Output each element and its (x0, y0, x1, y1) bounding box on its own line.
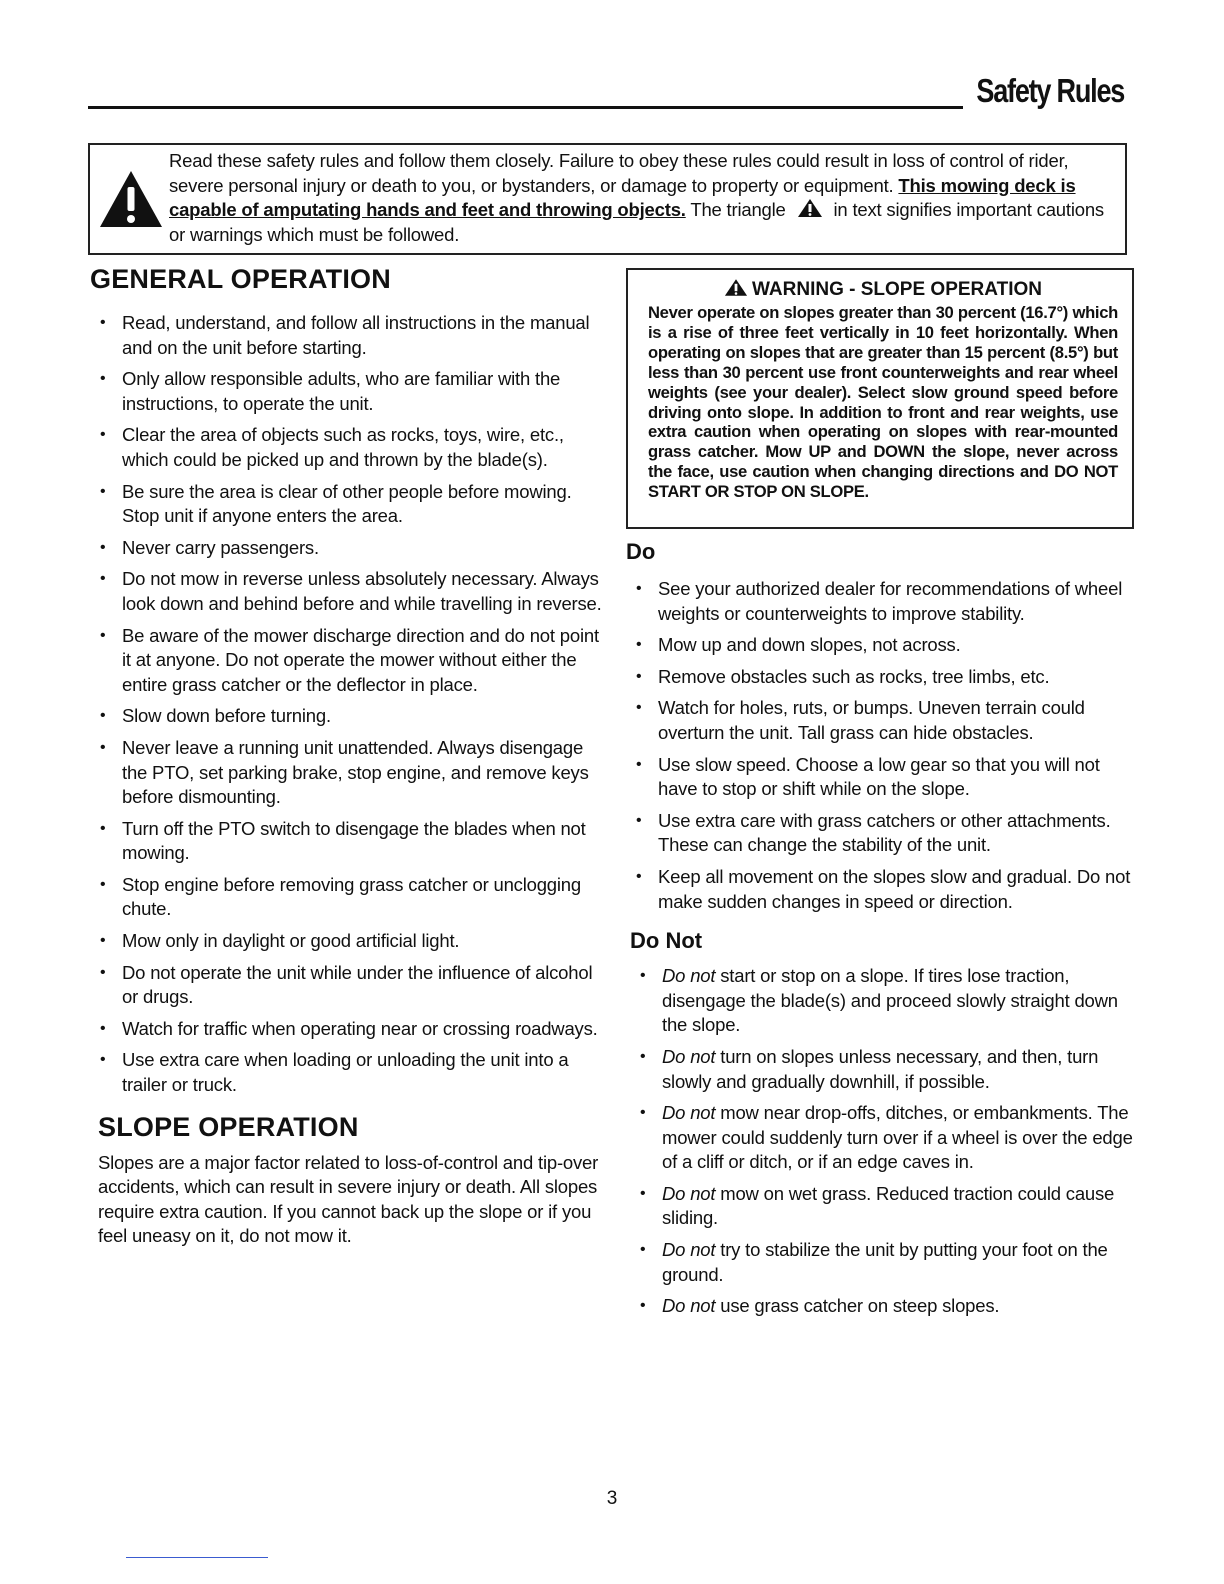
intro-underlined-warning: This mowing deck is capable of amputating hands and feet and throwing objects. (169, 174, 1076, 221)
do-not-text: try to stabilize the unit by putting your foot on the ground. (662, 1239, 1108, 1285)
intro-box (88, 143, 1127, 255)
list-item: • Use extra care with grass catchers or other attachments. These can change the stability of the unit. (626, 809, 1136, 858)
slope-warning-title (648, 278, 1118, 301)
list-item: • Only allow responsible adults, who are familiar with the instructions, to operate the unit. (90, 367, 610, 416)
general-operation-heading: GENERAL OPERATION (90, 264, 391, 294)
intro-text-before: Read these safety rules and follow them closely. Failure to obey these rules could result in loss of control of rider, severe personal injury or death to you, or bystanders, or damage to property or equipment. (169, 150, 1069, 196)
list-item (630, 1045, 1136, 1094)
slope-operation-heading: SLOPE OPERATION (98, 1111, 359, 1142)
left-column (90, 264, 610, 1249)
list-item: • Do not operate the unit while under the influence of alcohol or drugs. (90, 961, 610, 1010)
title-rule (88, 106, 963, 109)
list-item (630, 1238, 1136, 1287)
list-item: • Be sure the area is clear of other people before mowing. Stop unit if anyone enters the area. (90, 480, 610, 529)
list-item: • Mow up and down slopes, not across. (626, 633, 1136, 658)
general-operation-list (90, 311, 610, 1098)
intro-text-mid: The triangle (685, 199, 791, 221)
intro-text (169, 149, 1119, 247)
list-item: • Be aware of the mower discharge direction and do not point it at anyone. Do not operate the mower without either the entire grass catcher or the deflector in place. (90, 624, 610, 698)
do-not-heading: Do Not (630, 928, 703, 954)
do-not-lead: Do not (662, 1045, 716, 1067)
list-item (630, 964, 1136, 1038)
list-item: • Do not mow in reverse unless absolutely necessary. Always look down and behind before and while travelling in reverse. (90, 567, 610, 616)
slope-operation-text: Slopes are a major factor related to loss-of-control and tip-over accidents, which can result in severe injury or death. All slopes require extra caution. If you cannot back up the slope or if you feel uneasy on it, do not mow it. (98, 1151, 599, 1247)
list-item: • Read, understand, and follow all instructions in the manual and on the unit before starting. (90, 311, 610, 360)
slope-warning-box (626, 268, 1134, 529)
slope-warning-title-text: WARNING - SLOPE OPERATION (752, 279, 1042, 300)
footer-line (126, 1557, 268, 1558)
do-not-text: mow on wet grass. Reduced traction could cause sliding. (662, 1182, 1115, 1229)
list-item (630, 1182, 1136, 1231)
do-not-lead: Do not (662, 965, 716, 987)
page-title: Safety Rules (976, 72, 1124, 109)
warning-triangle-icon (98, 169, 164, 229)
list-item: • Stop engine before removing grass catcher or unclogging chute. (90, 873, 610, 922)
list-item: • Watch for traffic when operating near or crossing roadways. (90, 1017, 610, 1042)
list-item: • Never leave a running unit unattended. Always disengage the PTO, set parking brake, stop engine, and remove keys before dismounting. (90, 736, 610, 810)
do-not-text: mow near drop-offs, ditches, or embankments. The mower could suddenly turn over if a wheel is over the edge of a cliff or ditch, or if an edge caves in. (662, 1102, 1133, 1173)
slope-warning-text: Never operate on slopes greater than 30 percent (16.7°) which is a rise of three feet vertically in 10 feet horizontally. When operating on slopes that are greater than 15 percent (8.5°) but less than 30 percent use front counterweights and rear wheel weights (see your dealer). Select slow ground speed before driving onto slope. In addition to front and rear weights, use extra caution when operating on slopes with rear-mounted grass catcher. Mow UP and DOWN the slope, never across the face, use caution when changing directions and DO NOT START OR STOP ON SLOPE. (648, 303, 1118, 502)
list-item: • Clear the area of objects such as rocks, toys, wire, etc., which could be picked up and thrown by the blade(s). (90, 423, 610, 472)
list-item: • Use extra care when loading or unloading the unit into a trailer or truck. (90, 1048, 610, 1097)
list-item: • Never carry passengers. (90, 536, 610, 561)
list-item: • Watch for holes, ruts, or bumps. Uneven terrain could overturn the unit. Tall grass can hide obstacles. (626, 696, 1136, 745)
do-not-lead: Do not (662, 1239, 716, 1261)
list-item (630, 1101, 1136, 1175)
do-not-text: start or stop on a slope. If tires lose traction, disengage the blade(s) and proceed slowly straight down the slope. (662, 965, 1118, 1036)
right-column (626, 268, 1136, 1326)
list-item: • Mow only in daylight or good artificial light. (90, 929, 610, 954)
list-item: • See your authorized dealer for recommendations of wheel weights or counterweights to improve stability. (626, 577, 1136, 626)
do-not-text: turn on slopes unless necessary, and then, turn slowly and gradually downhill, if possible. (662, 1045, 1099, 1092)
do-not-lead: Do not (662, 1295, 716, 1317)
list-item: • Keep all movement on the slopes slow and gradual. Do not make sudden changes in speed or direction. (626, 865, 1136, 914)
warning-triangle-icon (724, 278, 748, 297)
do-not-lead: Do not (662, 1102, 716, 1124)
list-item (630, 1294, 1136, 1319)
list-item: • Remove obstacles such as rocks, tree limbs, etc. (626, 665, 1136, 690)
list-item: • Slow down before turning. (90, 704, 610, 729)
do-not-text: use grass catcher on steep slopes. (715, 1295, 1000, 1317)
do-list (626, 577, 1136, 914)
list-item: • Turn off the PTO switch to disengage the blades when not mowing. (90, 817, 610, 866)
do-not-lead: Do not (662, 1182, 716, 1204)
do-heading: Do (626, 539, 656, 564)
inline-triangle-icon (797, 198, 823, 218)
list-item: • Use slow speed. Choose a low gear so that you will not have to stop or shift while on the slope. (626, 753, 1136, 802)
page-number: 3 (606, 1488, 618, 1509)
do-not-list (630, 964, 1136, 1319)
intro-text-after: in text signifies important cautions or warnings which must be followed. (169, 199, 1104, 245)
